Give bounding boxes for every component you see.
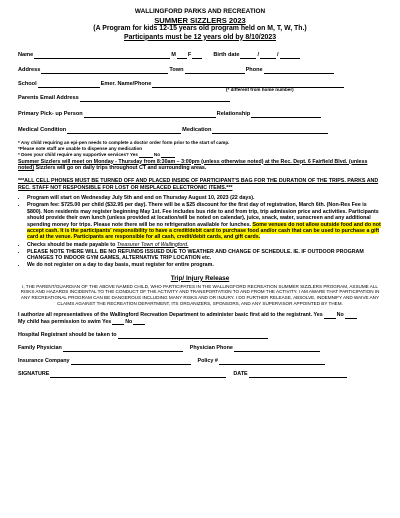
support-services-label: * Does your child require any supportive services? Yes xyxy=(18,152,138,157)
checks-text: Checks should be made payable to xyxy=(27,241,117,248)
signature-label: SIGNATURE xyxy=(18,370,50,377)
physician-row xyxy=(18,345,382,352)
pickup-input[interactable] xyxy=(84,111,216,118)
m-label: M xyxy=(171,52,176,58)
first-aid-yes-input[interactable] xyxy=(324,314,336,319)
medication-note: *Please note staff are unable to dispense any medication xyxy=(18,146,143,151)
email-input[interactable] xyxy=(80,95,230,102)
different-number-note: (* different from home number) xyxy=(226,87,294,92)
first-aid-no-label: No xyxy=(336,312,344,319)
swim-label: My child has permission to swim Yes xyxy=(18,318,112,325)
program-details-list xyxy=(18,195,382,269)
date-input[interactable] xyxy=(249,371,347,378)
birth-date-label: Birth date xyxy=(213,52,240,58)
support-no-input[interactable] xyxy=(161,153,175,158)
name-row xyxy=(18,51,382,59)
address-label: Address xyxy=(18,66,41,73)
fee-text: Program fee: $725.00 per child ($32.95 per day). There will be a $25 discount for the first day of registration, March 6th. (Non-Res Fee is $800). Non residents may register beginning May 1st. Fee includes bus ride to and from trip, trip admission price and activities. Participants should provide their own lunch (unless provided at location/will be noted on calendar), juice, snack, water, sunscreen and any additional spending money for trips. Please note there will be no refrigeration available for lunches. xyxy=(27,202,379,228)
medication-input[interactable] xyxy=(212,127,328,134)
schedule-trips: Sizzlers will go on daily trips throughout CT and surrounding areas. xyxy=(34,164,207,171)
support-no-label: No xyxy=(153,152,161,157)
insurance-row xyxy=(18,358,382,365)
policy-label: Policy # xyxy=(197,357,218,364)
family-physician-label: Family Physician xyxy=(18,344,62,351)
support-yes-input[interactable] xyxy=(139,153,153,158)
list-item xyxy=(27,202,382,240)
release-title: Trip/ Injury Release xyxy=(170,274,230,282)
hospital-input[interactable] xyxy=(118,332,268,339)
swim-no-label: No xyxy=(125,318,133,325)
swim-no-input[interactable] xyxy=(133,320,145,325)
medical-row xyxy=(18,126,382,134)
birth-day-input[interactable] xyxy=(260,52,276,59)
school-input[interactable] xyxy=(38,81,100,88)
hospital-row xyxy=(18,332,382,339)
relationship-label: Relationship xyxy=(216,111,251,117)
m-checkbox[interactable] xyxy=(177,52,187,59)
f-checkbox[interactable] xyxy=(192,52,202,59)
insurance-input[interactable] xyxy=(71,358,191,365)
address-input[interactable] xyxy=(41,67,168,74)
address-row xyxy=(18,66,382,74)
schedule-underlined: Summer Sizzlers will meet on Monday - Thursday from 8:30am – 3:00pm (unless otherwise noted) at the Rec. Dept. 6 Fairfield Blvd. (unless noted) xyxy=(18,158,368,171)
medication-label: Medication xyxy=(182,127,212,133)
policy-input[interactable] xyxy=(219,358,325,365)
medical-input[interactable] xyxy=(67,127,181,134)
program-title: SUMMER SIZZLERS 2023 xyxy=(154,16,246,25)
signature-input[interactable] xyxy=(50,371,226,378)
school-label: School xyxy=(18,81,37,87)
epi-pen-note: * Any child requiring an epi-pen needs to complete a doctor order form prior to the start of camp. xyxy=(18,140,230,145)
family-physician-input[interactable] xyxy=(63,345,183,352)
school-row xyxy=(18,80,382,88)
schedule-note xyxy=(18,159,382,172)
release-text: I, THE PARENT/GUARDIAN OF THE ABOVE NAMED CHILD, WHO PARTICIPATES IN THE WALLINGFORD RECREATION SUMMER SIZZLERS PROGRAM, ASSUME ALL RISKS AND HAZARDS INCIDENTAL TO THE CONDUCT OF THE ACTIVITY AND TRANSPORTATION TO AND FROM THE ACTIVITY. I AM AWARE THAT PARTICIPATION IN ANY RECREATIONAL PROGRAM CAN BE DANGEROUS INCLUDING MANY RISKS AND OR INJURY. I DO FURTHER RELEASE, ABSOLVE, INDEMNIFY AND WAIVE ANY CLAIMS AGAINST THE RECREATION DEPARTMENT, ITS ORGANIZERS, SPONSORS, AND ANY SUPERVISOR APPOINTED BY THEM. xyxy=(20,283,380,306)
swim-yes-input[interactable] xyxy=(112,320,124,325)
signature-row xyxy=(18,371,382,378)
list-item: • PLEASE NOTE THERE WILL BE NO REFUNDS ISSUED DUE TO WEATHER AND CHANGE OF SCHEDULE. IE. IF OUTDOOR PROGRAM CHANGES TO INDOOR GYM GAMES, ALTERNATIVE TRIP LOCATION etc. xyxy=(27,249,382,262)
list-item: • We do not register on a day to day basis, must register for entire program. xyxy=(27,262,382,268)
emer-label: Emer. Name/Phone xyxy=(100,81,152,87)
phone-input[interactable] xyxy=(264,67,334,74)
age-rule: Participants must be 12 years old by 8/10/2023 xyxy=(123,33,277,41)
insurance-label: Insurance Company xyxy=(18,357,70,364)
first-aid-no-input[interactable] xyxy=(345,314,357,319)
medical-label: Medical Condition xyxy=(18,127,67,133)
hospital-label: Hospital Registrant should be taken to xyxy=(18,331,117,338)
email-row xyxy=(18,94,382,102)
list-item: • Program will start on Wednesday July 5th and end on Thursday August 10, 2023 (22 days). xyxy=(27,195,382,201)
date-separator: / xyxy=(277,52,279,58)
date-label: DATE xyxy=(233,370,248,377)
payee-text: Treasurer Town of Wallingford. xyxy=(116,241,189,248)
org-name: WALLINGFORD PARKS AND RECREATION xyxy=(134,8,266,15)
highlighted-venue-note: Some venues do not allow outside food and do not accept cash. It is the participants' responsibility to have a credit/debit card to purchase food and/or cash that can be used to purchase a gift card at the venue. Participants are responsible for all cash, credit/debit cards, and gift cards. xyxy=(27,221,381,241)
authorization-row xyxy=(18,312,382,325)
physician-phone-input[interactable] xyxy=(234,345,320,352)
pickup-label: Primary Pick- up Person xyxy=(18,111,83,117)
email-label: Parents Email Address xyxy=(18,95,79,101)
date-separator: / xyxy=(257,52,260,58)
town-label: Town xyxy=(169,66,184,73)
phone-label: Phone xyxy=(245,66,263,73)
birth-year-input[interactable] xyxy=(280,52,300,59)
f-label: F xyxy=(187,52,192,58)
pickup-row xyxy=(18,110,382,118)
birth-month-input[interactable] xyxy=(240,52,256,59)
relationship-input[interactable] xyxy=(251,111,321,118)
list-item xyxy=(27,242,382,248)
support-services-row xyxy=(18,152,382,158)
program-description: (A Program for kids 12-15 years old program held on M, T, W, Th.) xyxy=(93,25,307,32)
physician-phone-label: Physician Phone xyxy=(189,344,233,351)
name-input[interactable] xyxy=(34,52,170,59)
first-aid-label: I authorize all representatives of the Wallingford Recreation Department to administer basic first aid to the registrant. Yes xyxy=(18,312,323,319)
cell-phones-notice: ***ALL CELL PHONES MUST BE TURNED OFF AND PLACED INSIDE OF PARTICIPANT'S BAG FOR THE DURATION OF THE TRIPS. PARKS AND REC. STAFF NOT RESPONSIBLE FOR LOST OR MISPLACED ELECTRONIC ITEMS.*** xyxy=(18,178,379,191)
town-input[interactable] xyxy=(185,67,245,74)
name-label: Name xyxy=(18,52,34,58)
